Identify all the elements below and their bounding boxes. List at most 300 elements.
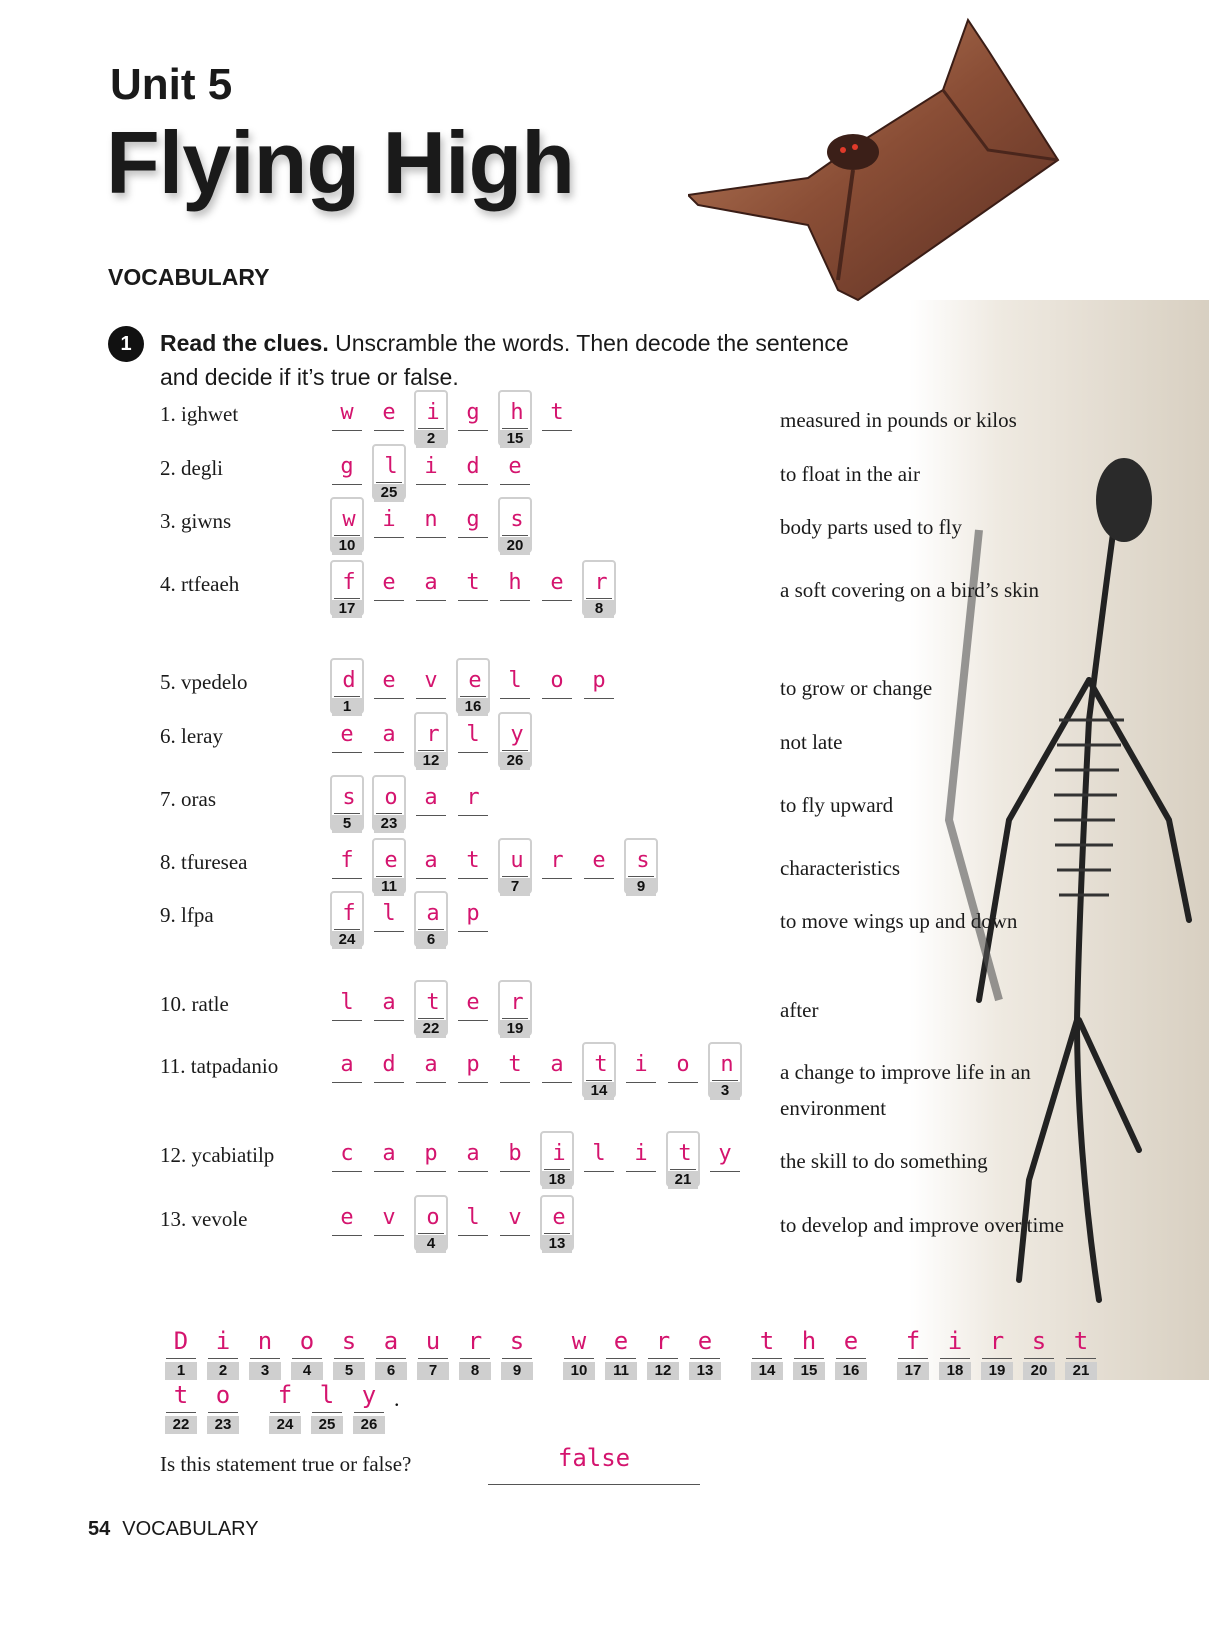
letter: a [424, 1052, 438, 1077]
letter: l [466, 1205, 480, 1230]
sentence-code-number: 5 [333, 1362, 365, 1380]
letter: a [550, 1052, 564, 1077]
letter: o [384, 785, 398, 810]
item-number-and-scrambled-word [160, 1207, 247, 1232]
clue-text: not late [780, 730, 843, 754]
letter-blank[interactable] [540, 398, 574, 434]
letter-blank[interactable] [414, 1139, 448, 1175]
letter: o [426, 1205, 440, 1230]
coded-letter-box[interactable] [372, 775, 406, 831]
sentence-code-number: 20 [1023, 1362, 1055, 1380]
underline [418, 750, 444, 751]
underline [460, 696, 486, 697]
code-number: 6 [416, 931, 446, 949]
sentence-letter-slot[interactable] [604, 1326, 638, 1390]
letter: l [592, 1141, 606, 1166]
letter-blank[interactable] [456, 1050, 490, 1086]
underline [374, 600, 404, 601]
sentence-letter: t [173, 1381, 189, 1409]
letter: w [342, 507, 356, 532]
letter-blank[interactable] [372, 398, 406, 434]
coded-letter-box[interactable] [456, 658, 490, 714]
sentence-letter-slot[interactable] [896, 1326, 930, 1390]
underline [374, 1235, 404, 1236]
underline [542, 600, 572, 601]
coded-letter-box[interactable] [330, 560, 364, 616]
letter-blank[interactable] [372, 988, 406, 1024]
underline [458, 1082, 488, 1083]
vocab-row [0, 783, 1209, 843]
letter-blank[interactable] [540, 846, 574, 882]
scrambled-word: giwns [181, 509, 232, 533]
code-number: 10 [332, 537, 362, 555]
sentence-letter: s [1031, 1327, 1047, 1355]
sentence-code-number: 17 [897, 1362, 929, 1380]
unit-label: Unit 5 [110, 60, 233, 109]
sentence-letter: t [1073, 1327, 1089, 1355]
code-number: 13 [542, 1235, 572, 1253]
clue-text: to grow or change [780, 676, 933, 700]
clue-text: to develop and improve over time [780, 1213, 1065, 1237]
letter: a [426, 901, 440, 926]
letter-blank[interactable] [498, 1139, 532, 1175]
sentence-code-number: 22 [165, 1416, 197, 1434]
sentence-letter-slot[interactable] [206, 1380, 240, 1444]
letter-blank[interactable] [372, 720, 406, 756]
letter: t [550, 400, 564, 425]
sentence-code-number: 2 [207, 1362, 239, 1380]
letter: g [466, 400, 480, 425]
sentence-letter-slot[interactable] [1064, 1326, 1098, 1390]
coded-letter-box[interactable] [372, 838, 406, 894]
vocab-row [0, 1139, 1209, 1199]
underline [502, 428, 528, 429]
underline [334, 598, 360, 599]
letter: h [510, 400, 524, 425]
item-number: 12. [160, 1143, 187, 1167]
underline [374, 1020, 404, 1021]
item-number-and-scrambled-word [160, 1143, 274, 1168]
letter-blank[interactable] [330, 452, 364, 488]
underline [982, 1358, 1012, 1359]
letter-blank[interactable] [456, 899, 490, 935]
letter-blank[interactable] [456, 988, 490, 1024]
letter-blank[interactable] [414, 1050, 448, 1086]
item-number-and-scrambled-word [160, 992, 229, 1017]
sentence-letter: t [759, 1327, 775, 1355]
underline [250, 1358, 280, 1359]
underline [416, 878, 446, 879]
letter: r [510, 990, 524, 1015]
letter-blank[interactable] [582, 1139, 616, 1175]
underline [332, 1171, 362, 1172]
letter: e [552, 1205, 566, 1230]
letter: y [718, 1141, 732, 1166]
underline [332, 752, 362, 753]
coded-letter-box[interactable] [414, 712, 448, 768]
item-number: 8. [160, 850, 176, 874]
letter-blank[interactable] [666, 1050, 700, 1086]
vocab-row [0, 568, 1209, 628]
letter-blank[interactable] [624, 1139, 658, 1175]
clue-text: a soft covering on a bird’s skin [780, 578, 1039, 602]
underline [416, 1082, 446, 1083]
underline [542, 878, 572, 879]
sentence-letter-slot[interactable] [980, 1326, 1014, 1390]
coded-letter-box[interactable] [330, 497, 364, 553]
letter-blank[interactable] [624, 1050, 658, 1086]
coded-letter-box[interactable] [414, 980, 448, 1036]
item-number-and-scrambled-word [160, 787, 216, 812]
underline [334, 813, 360, 814]
code-number: 15 [500, 430, 530, 448]
code-number: 5 [332, 815, 362, 833]
letter: a [424, 570, 438, 595]
letter-blank[interactable] [330, 846, 364, 882]
coded-letter-box[interactable] [624, 838, 658, 894]
code-number: 2 [416, 430, 446, 448]
letter-blank[interactable] [456, 568, 490, 604]
underline [458, 752, 488, 753]
code-number: 11 [374, 878, 404, 896]
sentence-code-number: 24 [269, 1416, 301, 1434]
code-number: 18 [542, 1171, 572, 1189]
letter-blank[interactable] [456, 452, 490, 488]
underline [668, 1082, 698, 1083]
page-footer [88, 1518, 259, 1541]
underline [1066, 1358, 1096, 1359]
underline [606, 1358, 636, 1359]
sentence-letter-slot[interactable] [562, 1326, 596, 1390]
letter: e [550, 570, 564, 595]
sentence-code-number: 19 [981, 1362, 1013, 1380]
letter-blank[interactable] [540, 568, 574, 604]
underline [332, 430, 362, 431]
vocab-row [0, 899, 1209, 959]
letter: a [424, 848, 438, 873]
scrambled-word: ycabiatilp [191, 1143, 275, 1167]
coded-letter-box[interactable] [498, 390, 532, 446]
sentence-letter-slot[interactable] [500, 1326, 534, 1390]
letter-blank[interactable] [372, 1139, 406, 1175]
coded-letter-box[interactable] [372, 444, 406, 500]
underline [270, 1412, 300, 1413]
exercise-instruction [160, 326, 880, 394]
letter: e [382, 400, 396, 425]
underline [544, 1169, 570, 1170]
sentence-letter: e [843, 1327, 859, 1355]
underline [502, 750, 528, 751]
item-number: 3. [160, 509, 176, 533]
letter-blank[interactable] [456, 398, 490, 434]
clue-text: measured in pounds or kilos [780, 408, 1017, 432]
sentence-code-number: 18 [939, 1362, 971, 1380]
letter: a [466, 1141, 480, 1166]
letter-blank[interactable] [456, 846, 490, 882]
code-number: 22 [416, 1020, 446, 1038]
underline [460, 1358, 490, 1359]
sentence-letter-slot[interactable] [416, 1326, 450, 1390]
coded-letter-box[interactable] [330, 891, 364, 947]
code-number: 20 [500, 537, 530, 555]
underline [458, 878, 488, 879]
sentence-letter: y [361, 1381, 377, 1409]
letter: e [468, 668, 482, 693]
letter-blank[interactable] [330, 988, 364, 1024]
coded-letter-box[interactable] [414, 1195, 448, 1251]
letter-blank[interactable] [456, 1203, 490, 1239]
sentence-letter-slot[interactable] [688, 1326, 722, 1390]
coded-letter-box[interactable] [498, 980, 532, 1036]
underline [502, 1018, 528, 1019]
letter-blank[interactable] [330, 1203, 364, 1239]
sentence-letter-slot[interactable] [164, 1380, 198, 1444]
letter-blank[interactable] [330, 1139, 364, 1175]
item-number: 9. [160, 903, 176, 927]
vocab-row [0, 846, 1209, 906]
sentence-letter: e [697, 1327, 713, 1355]
letter-blank[interactable] [540, 1050, 574, 1086]
item-number-and-scrambled-word [160, 1054, 278, 1079]
underline [500, 1171, 530, 1172]
coded-letter-box[interactable] [330, 658, 364, 714]
code-number: 7 [500, 878, 530, 896]
coded-letter-box[interactable] [540, 1195, 574, 1251]
coded-letter-box[interactable] [414, 891, 448, 947]
instruction-bold: Read the clues. [160, 330, 329, 356]
underline [500, 484, 530, 485]
letter-blank[interactable] [456, 720, 490, 756]
scrambled-word: leray [181, 724, 223, 748]
letter-blank[interactable] [372, 666, 406, 702]
letter: a [382, 722, 396, 747]
underline [500, 1235, 530, 1236]
coded-letter-box[interactable] [330, 775, 364, 831]
vocab-row [0, 1203, 1209, 1263]
letter-blank[interactable] [582, 666, 616, 702]
vocab-row [0, 452, 1209, 512]
sentence-letter: o [215, 1381, 231, 1409]
letter-blank[interactable] [330, 398, 364, 434]
underline [502, 876, 528, 877]
letter: d [466, 454, 480, 479]
letter: f [340, 848, 354, 873]
letter-blank[interactable] [498, 568, 532, 604]
page-number: 54 [88, 1518, 111, 1540]
letter: g [340, 454, 354, 479]
underline [416, 484, 446, 485]
clue-text: to float in the air [780, 462, 920, 486]
sentence-letter: f [277, 1381, 293, 1409]
letter: i [382, 507, 396, 532]
underline [458, 484, 488, 485]
letter-blank[interactable] [330, 720, 364, 756]
letter-blank[interactable] [414, 505, 448, 541]
coded-letter-box[interactable] [498, 497, 532, 553]
letter: l [382, 901, 396, 926]
underline [166, 1412, 196, 1413]
letter: a [382, 1141, 396, 1166]
letter: v [508, 1205, 522, 1230]
coded-letter-box[interactable] [498, 712, 532, 768]
underline [544, 1233, 570, 1234]
underline [208, 1412, 238, 1413]
coded-letter-box[interactable] [666, 1131, 700, 1187]
sentence-letter-slot[interactable] [1022, 1326, 1056, 1390]
sentence-letter-slot[interactable] [834, 1326, 868, 1390]
letter: e [382, 570, 396, 595]
underline [626, 1171, 656, 1172]
scrambled-word: rtfeaeh [181, 572, 240, 596]
letter: o [550, 668, 564, 693]
clue-text: the skill to do something [780, 1149, 988, 1173]
letter-blank[interactable] [414, 666, 448, 702]
code-number: 12 [416, 752, 446, 770]
letter: e [382, 668, 396, 693]
underline [376, 482, 402, 483]
underline [542, 698, 572, 699]
letter-blank[interactable] [372, 899, 406, 935]
item-number: 1. [160, 402, 176, 426]
sentence-code-number: 12 [647, 1362, 679, 1380]
underline [332, 484, 362, 485]
instruction-text: Unscramble the words. Then decode the sentence and decide if it’s true or false. [160, 330, 849, 390]
sentence-letter: h [801, 1327, 817, 1355]
sentence-letter-slot[interactable] [268, 1380, 302, 1444]
underline [312, 1412, 342, 1413]
scrambled-word: tfuresea [181, 850, 248, 874]
letter-blank[interactable] [498, 666, 532, 702]
letter-blank[interactable] [540, 666, 574, 702]
letter-blank[interactable] [414, 568, 448, 604]
letter: f [342, 570, 356, 595]
letter: e [592, 848, 606, 873]
underline [334, 929, 360, 930]
letter-blank[interactable] [372, 1050, 406, 1086]
underline [292, 1358, 322, 1359]
letter-blank[interactable] [372, 1203, 406, 1239]
sentence-letter-slot[interactable] [352, 1380, 386, 1444]
sentence-code-number: 13 [689, 1362, 721, 1380]
letter-blank[interactable] [708, 1139, 742, 1175]
underline [374, 1171, 404, 1172]
underline [416, 815, 446, 816]
letter-blank[interactable] [372, 505, 406, 541]
letter-blank[interactable] [582, 846, 616, 882]
sentence-code-number: 6 [375, 1362, 407, 1380]
underline [332, 1020, 362, 1021]
sentence-code-number: 3 [249, 1362, 281, 1380]
sentence-letter: r [655, 1327, 671, 1355]
letter-blank[interactable] [498, 1050, 532, 1086]
letter: e [466, 990, 480, 1015]
code-number: 4 [416, 1235, 446, 1253]
sentence-letter-slot[interactable] [458, 1326, 492, 1390]
letter-blank[interactable] [414, 846, 448, 882]
underline [458, 1020, 488, 1021]
page-title: Flying High [106, 113, 575, 212]
letter: n [720, 1052, 734, 1077]
coded-letter-box[interactable] [582, 1042, 616, 1098]
footer-label: VOCABULARY [122, 1518, 259, 1540]
letter-blank[interactable] [372, 568, 406, 604]
letter-blank[interactable] [330, 1050, 364, 1086]
letter-blank[interactable] [456, 505, 490, 541]
letter: u [510, 848, 524, 873]
underline [416, 698, 446, 699]
sentence-letter: l [319, 1381, 335, 1409]
sentence-letter: i [215, 1327, 231, 1355]
letter-blank[interactable] [498, 452, 532, 488]
coded-letter-box[interactable] [498, 838, 532, 894]
sentence-letter-slot[interactable] [792, 1326, 826, 1390]
letter: t [466, 570, 480, 595]
coded-letter-box[interactable] [708, 1042, 742, 1098]
letter: l [384, 454, 398, 479]
letter: l [466, 722, 480, 747]
sentence-letter: D [173, 1327, 189, 1355]
clue-text: body parts used to fly [780, 515, 962, 539]
underline [374, 430, 404, 431]
underline [542, 1082, 572, 1083]
underline [542, 430, 572, 431]
letter: r [426, 722, 440, 747]
sentence-letter-slot[interactable] [750, 1326, 784, 1390]
underline [418, 428, 444, 429]
sentence-letter-slot[interactable] [938, 1326, 972, 1390]
underline [564, 1358, 594, 1359]
coded-letter-box[interactable] [582, 560, 616, 616]
letter-blank[interactable] [414, 452, 448, 488]
exercise-number: 1 [108, 326, 144, 362]
code-number: 19 [500, 1020, 530, 1038]
underline [418, 1358, 448, 1359]
underline [458, 1235, 488, 1236]
coded-letter-box[interactable] [540, 1131, 574, 1187]
item-number-and-scrambled-word [160, 903, 214, 928]
underline [334, 696, 360, 697]
letter-blank[interactable] [456, 1139, 490, 1175]
letter-blank[interactable] [414, 783, 448, 819]
underline [794, 1358, 824, 1359]
sentence-period: . [394, 1386, 400, 1411]
letter-blank[interactable] [498, 1203, 532, 1239]
sentence-letter: i [947, 1327, 963, 1355]
underline [458, 537, 488, 538]
code-number: 25 [374, 484, 404, 502]
scrambled-word: ighwet [181, 402, 239, 426]
letter: l [508, 668, 522, 693]
underline [418, 929, 444, 930]
coded-letter-box[interactable] [414, 390, 448, 446]
underline [898, 1358, 928, 1359]
answer-field[interactable] [488, 1444, 700, 1485]
sentence-letter-slot[interactable] [310, 1380, 344, 1444]
bat-image [688, 10, 1088, 310]
letter: s [510, 507, 524, 532]
sentence-code-number: 23 [207, 1416, 239, 1434]
underline [648, 1358, 678, 1359]
letter-blank[interactable] [456, 783, 490, 819]
underline [418, 1018, 444, 1019]
underline [418, 1233, 444, 1234]
vocab-row [0, 666, 1209, 726]
sentence-letter-slot[interactable] [646, 1326, 680, 1390]
item-number: 6. [160, 724, 176, 748]
letter: n [424, 507, 438, 532]
vocab-row [0, 988, 1209, 1048]
underline [836, 1358, 866, 1359]
